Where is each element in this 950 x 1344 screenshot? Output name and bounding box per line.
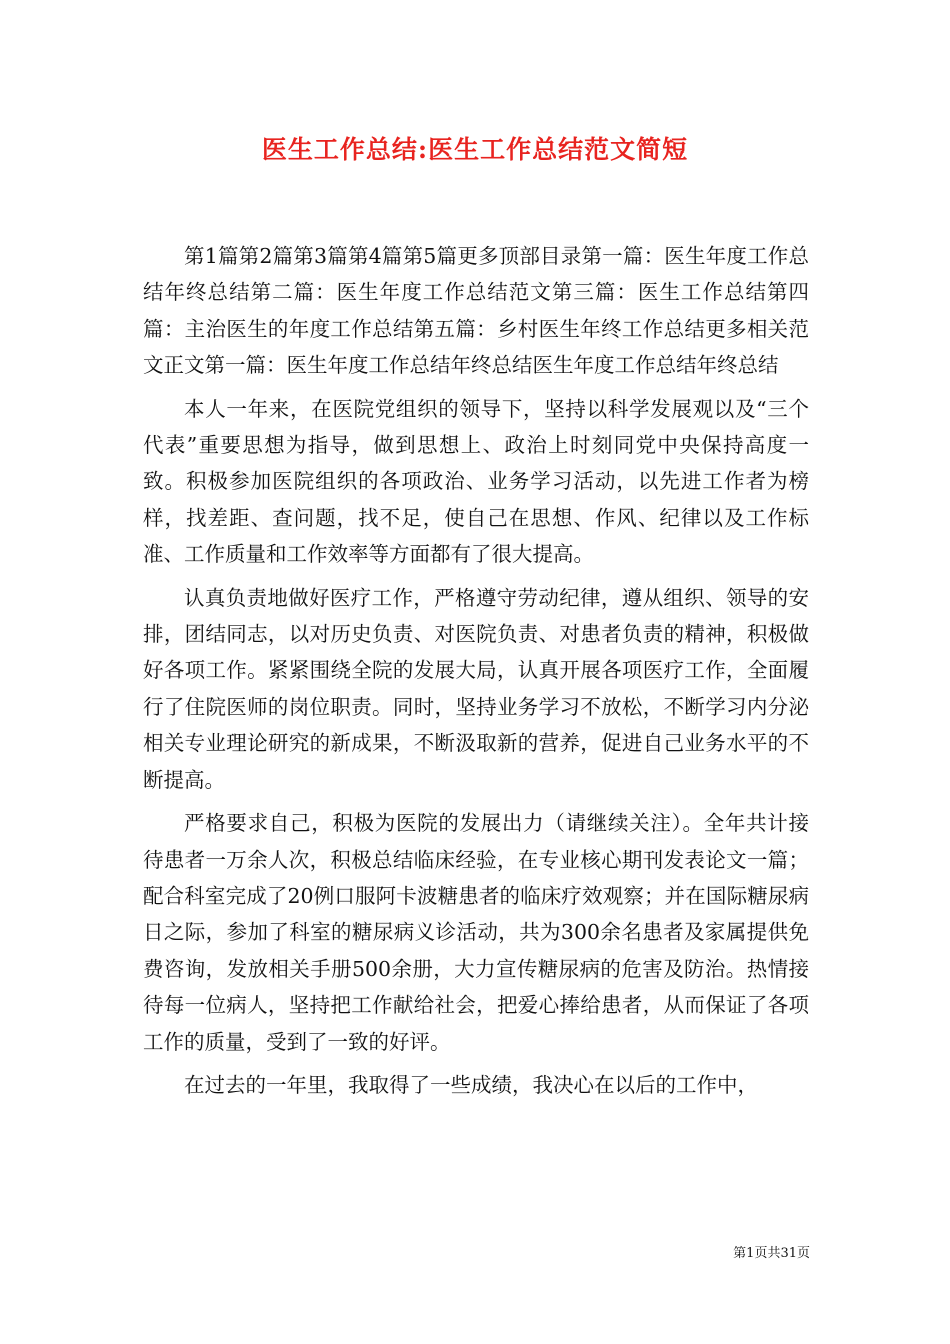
document-body [143, 238, 809, 1103]
paragraph: 严格要求自己，积极为医院的发展出力（请继续关注）。全年共计接待患者一万余人次，积极总结临床经验，在专业核心期刊发表论文一篇；配合科室完成了20例口服阿卡波糖患者的临床疗效观察；并在国际糖尿病日之际，参加了科室的糖尿病义诊活动，共为300余名患者及家属提供免费咨询，发放相关手册500余册，大力宣传糖尿病的危害及防治。热情接待每一位病人，坚持把工作献给社会，把爱心捧给患者，从而保证了各项工作的质量，受到了一致的好评。 [143, 811, 809, 1054]
page-title: 医生工作总结:医生工作总结范文简短 [261, 135, 689, 164]
paragraph: 在过去的一年里，我取得了一些成绩，我决心在以后的工作中， [184, 1072, 758, 1097]
page-number: 第1页共31页 [733, 1246, 810, 1261]
paragraph: 本人一年来，在医院党组织的领导下，坚持以科学发展观以及“三个代表”重要思想为指导，做到思想上、政治上时刻同党中央保持高度一致。积极参加医院组织的各项政治、业务学习活动，以先进工作者为榜样，找差距、查问题，找不足，使自己在思想、作风、纪律以及工作标准、工作质量和工作效率等方面都有了很大提高。 [143, 396, 809, 567]
paragraph-table-of-contents: 第1篇第2篇第3篇第4篇第5篇更多顶部目录第一篇：医生年度工作总结年终总结第二篇：医生年度工作总结范文第三篇：医生工作总结第四篇：主治医生的年度工作总结第五篇：乡村医生年终工作总结更多相关范文正文第一篇：医生年度工作总结年终总结医生年度工作总结年终总结 [143, 244, 809, 378]
paragraph: 认真负责地做好医疗工作，严格遵守劳动纪律，遵从组织、领导的安排，团结同志，以对历史负责、对医院负责、对患者负责的精神，积极做好各项工作。紧紧围绕全院的发展大局，认真开展各项医疗工作，全面履行了住院医师的岗位职责。同时，坚持业务学习不放松，不断学习内分泌相关专业理论研究的新成果，不断汲取新的营养，促进自己业务水平的不断提高。 [143, 585, 809, 792]
